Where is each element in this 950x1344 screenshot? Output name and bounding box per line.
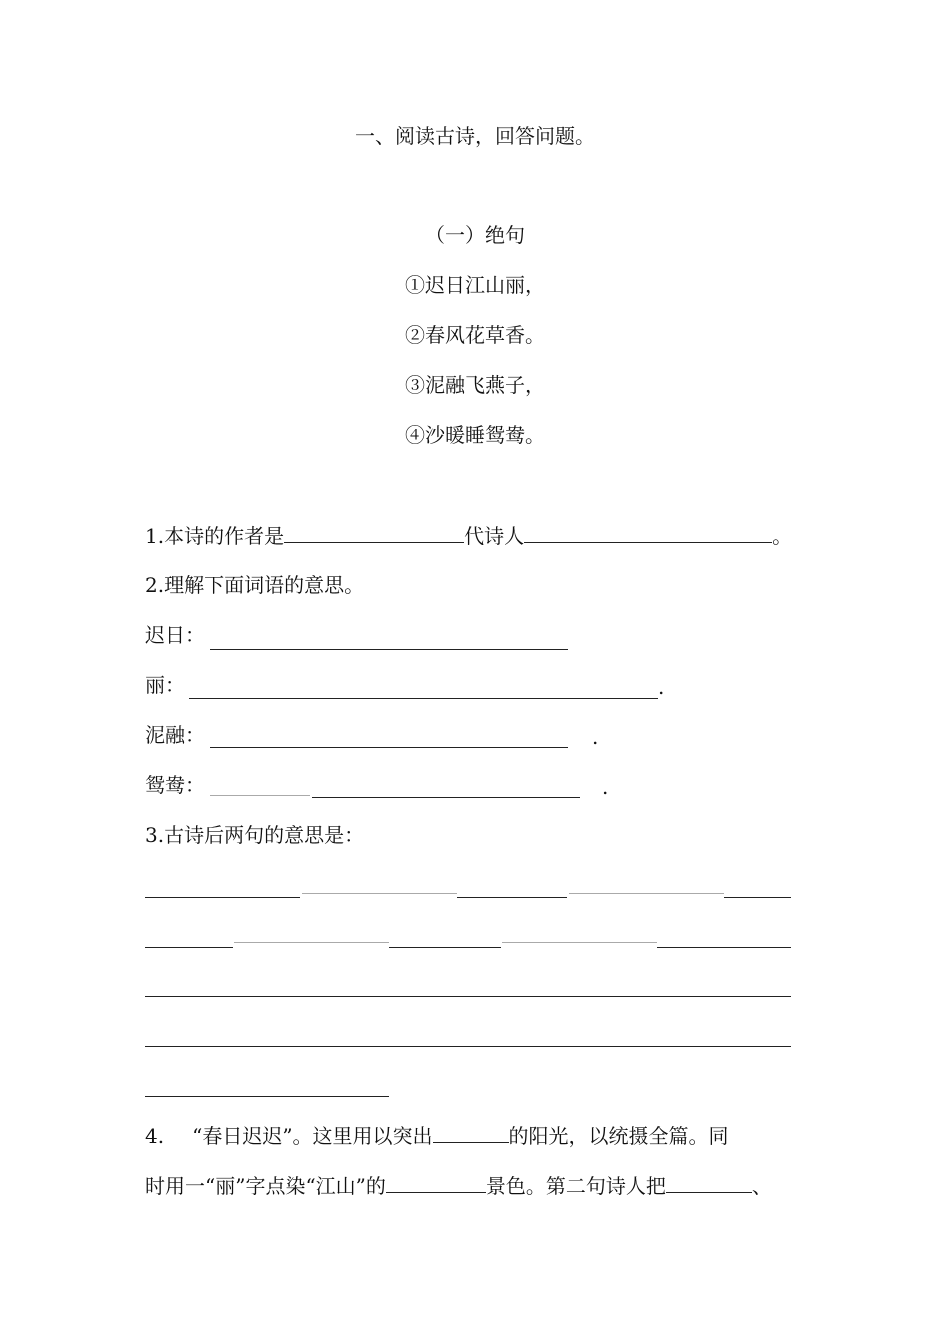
q1-dynasty-blank[interactable] [284, 522, 464, 543]
q1-poet-blank[interactable] [524, 522, 772, 543]
question-4-line-1 [145, 1122, 729, 1149]
q3-line1-seg3[interactable] [457, 897, 567, 898]
q2-term-3: 泥融： [145, 723, 205, 747]
poem-line-2: ②春风花草香。 [405, 323, 545, 347]
q4-text-1: “春日迟迟”。这里用以突出 [192, 1124, 433, 1148]
section-heading: 一、阅读古诗，回答问题。 [355, 124, 595, 148]
q2-item-3 [145, 722, 205, 748]
q2-term-1: 迟日： [145, 623, 205, 647]
q2-end-3: . [592, 725, 599, 749]
q2-term-2: 丽： [145, 673, 185, 697]
q1-prefix: 1.本诗的作者是 [145, 524, 285, 548]
q2-blank-4b[interactable] [312, 797, 580, 798]
q4-text-4: 景色。第二句诗人把 [485, 1174, 666, 1198]
q4-blank-3[interactable] [666, 1172, 752, 1193]
q4-text-5: 、 [751, 1174, 772, 1198]
q3-line1-seg5[interactable] [724, 897, 791, 898]
q1-suffix: 。 [772, 524, 793, 548]
q3-line5[interactable] [145, 1096, 389, 1097]
q2-blank-4a[interactable] [210, 795, 310, 796]
question-2-label: 2.理解下面词语的意思。 [145, 573, 365, 597]
q3-line1-seg4[interactable] [569, 893, 724, 894]
q2-item-4 [145, 772, 205, 798]
q2-blank-1[interactable] [210, 649, 568, 650]
q3-line2-seg2[interactable] [234, 942, 389, 943]
poem-line-4: ④沙暖睡鸳鸯。 [405, 423, 545, 447]
q4-blank-1[interactable] [433, 1122, 509, 1143]
poem-title: （一）绝句 [425, 223, 525, 247]
q2-blank-2[interactable] [189, 698, 658, 699]
q1-middle: 代诗人 [464, 524, 525, 548]
q2-blank-3[interactable] [210, 747, 568, 748]
q2-item-1 [145, 622, 205, 648]
q4-number: 4. [145, 1124, 165, 1148]
q3-line2-seg1[interactable] [145, 947, 233, 948]
question-1 [145, 522, 792, 549]
q3-line3[interactable] [145, 996, 791, 997]
q3-line2-seg3[interactable] [389, 947, 501, 948]
q3-line1-seg2[interactable] [302, 893, 457, 894]
poem-line-3: ③泥融飞燕子， [405, 373, 545, 397]
q4-text-2: 的阳光，以统摄全篇。同 [508, 1124, 729, 1148]
question-3-label: 3.古诗后两句的意思是： [145, 823, 365, 847]
poem-line-1: ①迟日江山丽， [405, 273, 545, 297]
q2-item-2 [145, 672, 185, 698]
q3-line2-seg4[interactable] [502, 942, 657, 943]
q3-line4[interactable] [145, 1046, 791, 1047]
q3-line1-seg1[interactable] [145, 897, 300, 898]
q4-text-3: 时用一“丽”字点染“江山”的 [145, 1174, 386, 1198]
q2-term-4: 鸳鸯： [145, 773, 205, 797]
q4-blank-2[interactable] [386, 1172, 486, 1193]
q2-end-4: . [602, 775, 609, 799]
q3-line2-seg5[interactable] [657, 947, 791, 948]
q2-end-2: . [658, 675, 665, 699]
question-4-line-2 [145, 1172, 772, 1199]
